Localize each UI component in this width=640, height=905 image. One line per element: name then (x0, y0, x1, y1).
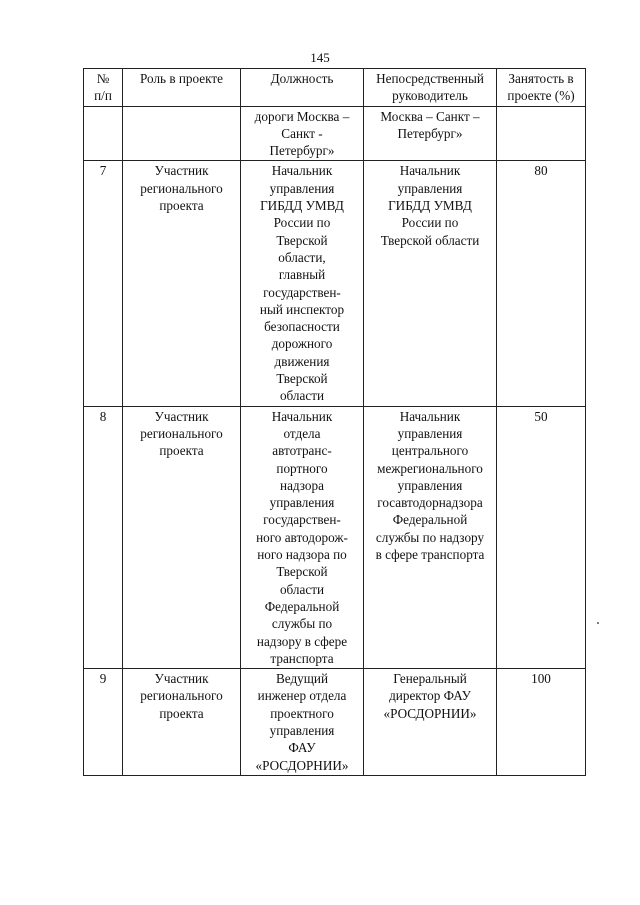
cell-line: Начальник (399, 408, 461, 424)
cell-line: Тверской (276, 371, 328, 387)
cell-line: проекта (159, 198, 204, 214)
cell-line: регионального (140, 180, 223, 196)
cell-line: Тверской области (380, 232, 480, 248)
cell-line: государствен- (263, 284, 341, 300)
cell-line: области (279, 388, 325, 404)
role-cell (123, 406, 241, 668)
cell-line: инженер отдела (257, 688, 347, 704)
cell-line: проекта (159, 443, 204, 459)
cell-line: главный (278, 267, 326, 283)
row-number: 9 (84, 669, 123, 776)
cell-line: Начальник (271, 408, 333, 424)
table-row (84, 406, 586, 668)
share-cell: 50 (497, 406, 586, 668)
cell-line: безопасности (264, 319, 340, 335)
position-cell (241, 161, 364, 406)
cell-line: «РОСДОРНИИ» (255, 757, 349, 773)
cell-line: ного надзора по (257, 547, 347, 563)
cell-line: дорожного (271, 336, 333, 352)
cell-line: в сфере транспорта (375, 547, 485, 563)
cell-line: надзора (280, 477, 324, 493)
manager-cell (364, 161, 497, 406)
row-number: 7 (84, 161, 123, 406)
header-share (497, 69, 586, 107)
manager-cell (364, 406, 497, 668)
cell-line: Начальник (399, 163, 461, 179)
table-row (84, 669, 586, 776)
cell-line: межрегионального (377, 460, 483, 476)
cell-line: Ведущий (275, 671, 329, 687)
cell-line: Тверской (276, 232, 328, 248)
role-cell (123, 669, 241, 776)
cell-line: Участник (154, 163, 209, 179)
cell-line: проектного (270, 705, 334, 721)
cell-line: проекта (159, 705, 204, 721)
header-number (84, 69, 123, 107)
cell-line: регионального (140, 425, 223, 441)
position-cell (241, 106, 364, 161)
cell-line: ФАУ (288, 740, 316, 756)
cell-line: портного (276, 460, 328, 476)
cell-line: службы по (271, 616, 333, 632)
cell-line: России по (401, 215, 459, 231)
table-row (84, 106, 586, 161)
share-cell: 100 (497, 669, 586, 776)
cell-line: № (96, 71, 110, 86)
row-number: 8 (84, 406, 123, 668)
cell-line: дороги Москва – (254, 108, 350, 124)
cell-line: управления (397, 425, 463, 441)
cell-line: управления (397, 180, 463, 196)
cell-line: области (279, 581, 325, 597)
cell-line: регионального (140, 688, 223, 704)
cell-line: управления (269, 180, 335, 196)
table-row (84, 161, 586, 406)
cell-line: Участник (154, 671, 209, 687)
cell-line: управления (269, 495, 335, 511)
table-body (84, 106, 586, 775)
cell-line: Санкт - (281, 125, 323, 141)
cell-line: директор ФАУ (389, 688, 471, 704)
scan-speck (597, 622, 599, 624)
position-cell (241, 669, 364, 776)
header-manager (364, 69, 497, 107)
project-roles-table (83, 68, 586, 776)
cell-line: «РОСДОРНИИ» (383, 705, 477, 721)
cell-line: транспорта (270, 650, 334, 666)
cell-line: Роль в проекте (140, 71, 223, 86)
table-header-row (84, 69, 586, 107)
cell-line: области, (278, 249, 326, 265)
cell-line: Занятость в (508, 71, 574, 86)
cell-line: службы по надзору (375, 529, 485, 545)
cell-line: движения (274, 353, 330, 369)
cell-line: ный инспектор (259, 301, 345, 317)
cell-line: проекте (%) (507, 88, 575, 104)
cell-line: Москва – Санкт – (380, 108, 480, 124)
cell-line: Тверской (276, 564, 328, 580)
cell-line: России по (273, 215, 331, 231)
cell-line: Непосредственный (376, 71, 484, 86)
page-number: 145 (310, 50, 330, 65)
header-role (123, 69, 241, 107)
cell-line: Участник (154, 408, 209, 424)
cell-line: Федеральной (264, 598, 340, 614)
cell-line: управления (269, 722, 335, 738)
share-cell: 80 (497, 161, 586, 406)
cell-line: руководитель (392, 88, 468, 104)
cell-line: центрального (391, 443, 469, 459)
manager-cell (364, 106, 497, 161)
cell-line: государствен- (263, 512, 341, 528)
role-cell (123, 161, 241, 406)
cell-line: отдела (283, 425, 321, 441)
cell-line: автотранс- (272, 443, 332, 459)
header-position (241, 69, 364, 107)
share-cell (497, 106, 586, 161)
cell-line: ГИБДД УМВД (260, 198, 344, 214)
cell-line: Должность (270, 71, 334, 86)
cell-line: ГИБДД УМВД (388, 198, 472, 214)
cell-line: госавтодорнадзора (377, 495, 483, 511)
cell-line: ного автодорож- (256, 529, 348, 545)
manager-cell (364, 669, 497, 776)
cell-line: Начальник (271, 163, 333, 179)
cell-line: Петербург» (269, 143, 335, 159)
cell-line: п/п (94, 88, 112, 104)
role-cell (123, 106, 241, 161)
cell-line: Петербург» (397, 125, 463, 141)
cell-line: Генеральный (393, 671, 467, 687)
position-cell (241, 406, 364, 668)
row-number (84, 106, 123, 161)
cell-line: Федеральной (392, 512, 468, 528)
cell-line: управления (397, 477, 463, 493)
cell-line: надзору в сфере (256, 633, 348, 649)
